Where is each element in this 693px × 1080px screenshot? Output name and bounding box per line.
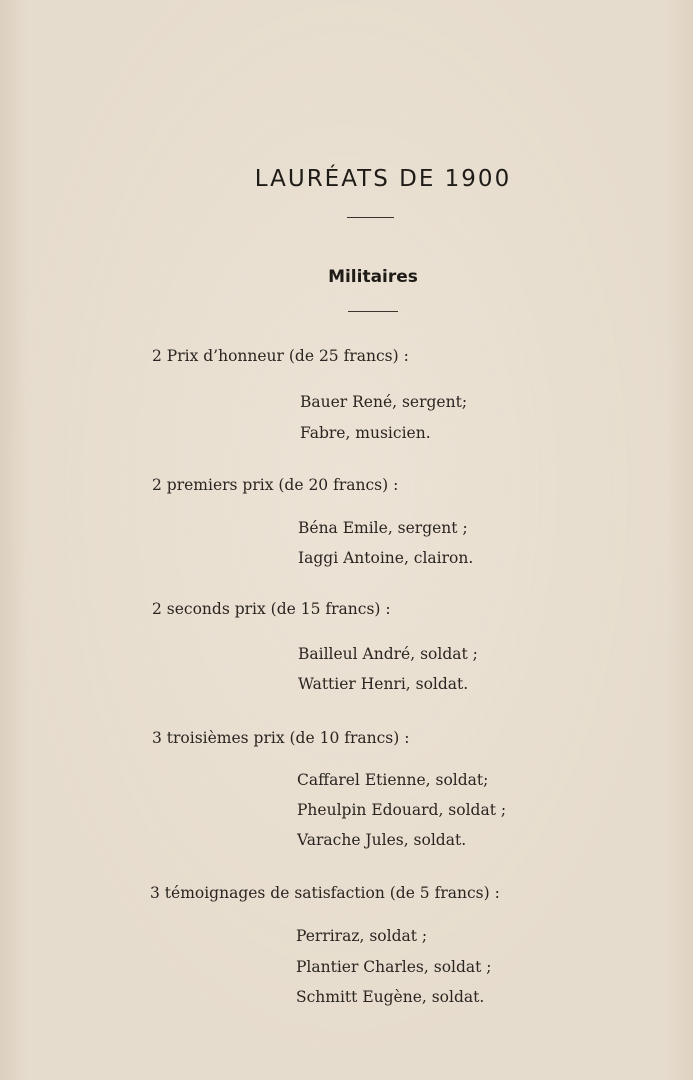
category-heading: 3 troisièmes prix (de 10 francs) : [152, 729, 410, 747]
laureate-entry: Caffarel Etienne, soldat; [297, 771, 489, 789]
section-heading: Militaires [328, 267, 418, 287]
laureate-entry: Perriraz, soldat ; [296, 927, 428, 945]
laureate-entry: Pheulpin Edouard, soldat ; [297, 801, 507, 819]
page-title: LAURÉATS DE 1900 [254, 166, 512, 192]
laureate-entry: Bauer René, sergent; [300, 393, 468, 411]
category-heading: 3 témoignages de satisfaction (de 5 francs) : [150, 884, 500, 902]
section-divider [348, 311, 398, 312]
laureate-entry: Plantier Charles, soldat ; [296, 958, 492, 976]
laureate-entry: Iaggi Antoine, clairon. [298, 549, 474, 567]
category-heading: 2 premiers prix (de 20 francs) : [152, 476, 399, 494]
title-divider [347, 217, 394, 218]
category-heading: 2 Prix d’honneur (de 25 francs) : [152, 347, 409, 365]
laureate-entry: Bailleul André, soldat ; [298, 645, 478, 663]
laureate-entry: Béna Emile, sergent ; [298, 519, 468, 537]
laureate-entry: Schmitt Eugène, soldat. [296, 988, 485, 1006]
laureate-entry: Fabre, musicien. [300, 424, 431, 442]
laureate-entry: Wattier Henri, soldat. [298, 675, 469, 693]
laureate-entry: Varache Jules, soldat. [297, 831, 467, 849]
category-heading: 2 seconds prix (de 15 francs) : [152, 600, 391, 618]
